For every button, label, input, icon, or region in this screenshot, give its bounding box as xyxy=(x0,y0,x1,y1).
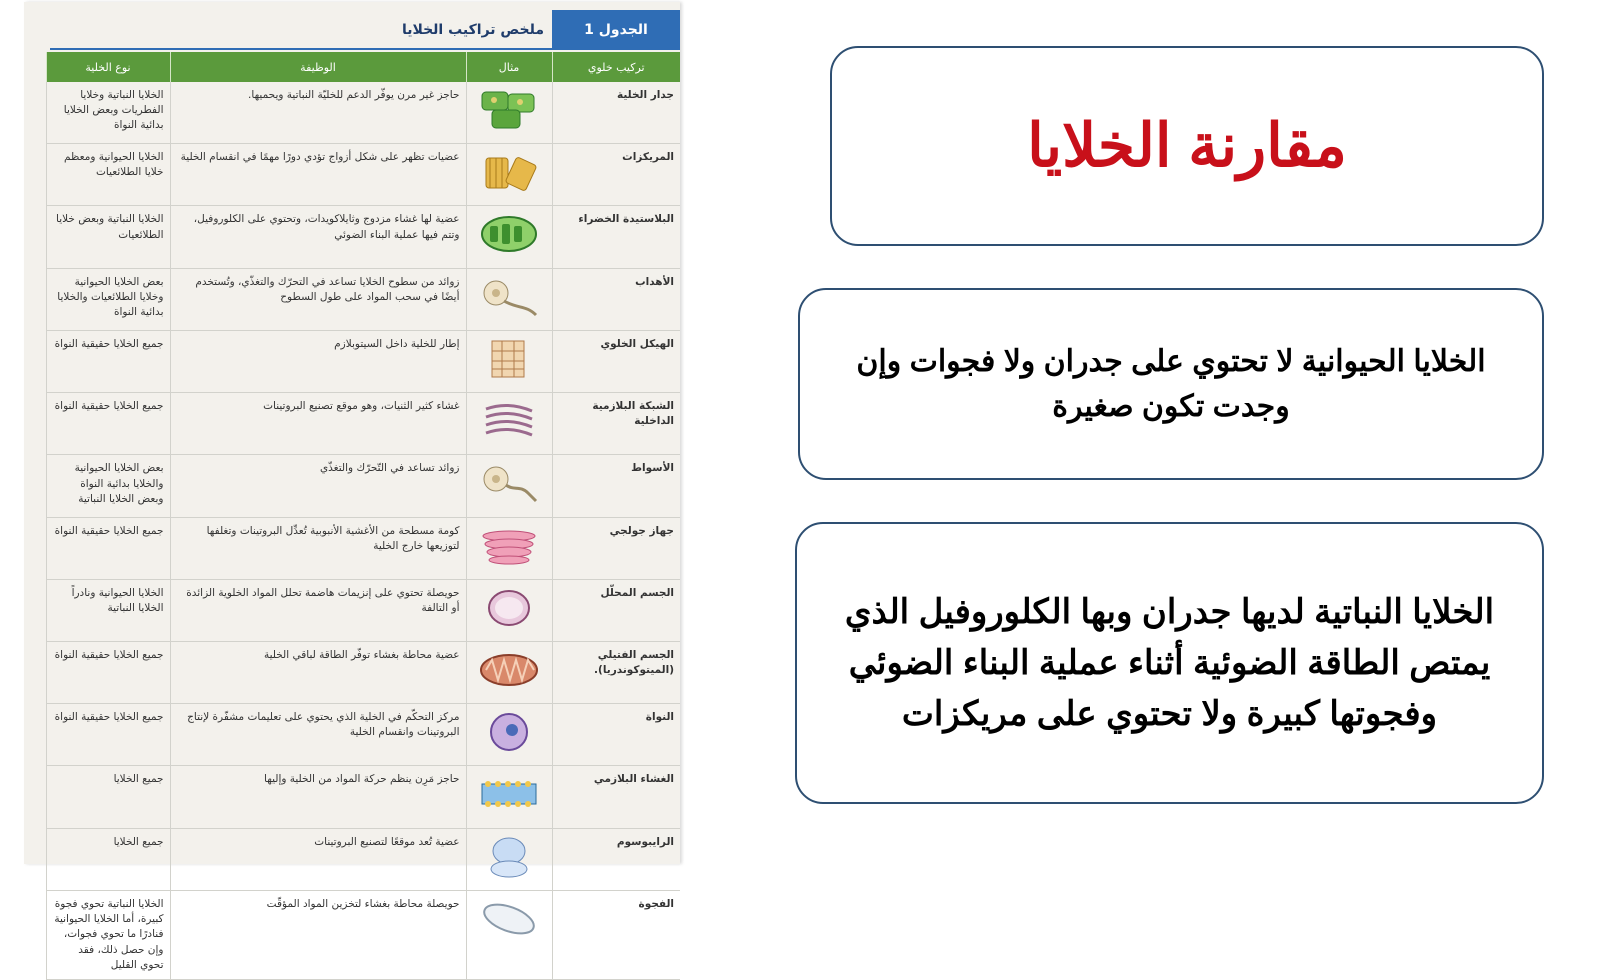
row-structure: الأهداب xyxy=(552,268,680,330)
scanned-table-image xyxy=(24,2,680,971)
table-row xyxy=(46,393,680,455)
table-row xyxy=(46,330,680,392)
row-structure: جهاز جولجي xyxy=(552,517,680,579)
row-cell-type: جميع الخلايا xyxy=(46,766,170,828)
row-cell-type: بعض الخلايا الحيوانية وخلايا الطلائعيات والخلايا بدائية النواة xyxy=(46,268,170,330)
row-function: حاجز مَرِن ينظم حركة المواد من الخلية وإليها xyxy=(170,766,466,828)
centrioles-icon xyxy=(478,150,540,199)
mitochondria-icon xyxy=(478,648,540,697)
flagella-icon xyxy=(478,461,540,510)
row-cell-type: الخلايا الحيوانية ونادراً الخلايا النباتية xyxy=(46,579,170,641)
header-example: مثال xyxy=(466,52,552,82)
row-cell-type: الخلايا النباتية وبعض خلايا الطلائعيات xyxy=(46,206,170,268)
row-cell-type: جميع الخلايا حقيقية النواة xyxy=(46,330,170,392)
table-row xyxy=(46,766,680,828)
row-structure: الجسم الفتيلي (الميتوكوندريا). xyxy=(552,641,680,703)
row-cell-type: جميع الخلايا حقيقية النواة xyxy=(46,704,170,766)
row-structure: البلاستيدة الخضراء xyxy=(552,206,680,268)
row-function: حويصلة محاطة بغشاء لتخزين المواد المؤقّت xyxy=(170,890,466,979)
row-structure: النواة xyxy=(552,704,680,766)
row-cell-type: جميع الخلايا xyxy=(46,828,170,890)
row-structure: الأسواط xyxy=(552,455,680,517)
row-function: إطار للخلية داخل السيتوبلازم xyxy=(170,330,466,392)
table-row xyxy=(46,704,680,766)
row-cell-type: جميع الخلايا حقيقية النواة xyxy=(46,517,170,579)
cilia-icon xyxy=(478,275,540,324)
row-function: زوائد من سطوح الخلايا تساعد في التحرّك والتغذّي، وتُستخدم أيضًا في سحب المواد على طول السطوح xyxy=(170,268,466,330)
table-row xyxy=(46,268,680,330)
row-cell-type: الخلايا الحيوانية ومعظم خلايا الطلائعيات xyxy=(46,144,170,206)
row-structure: المريكزات xyxy=(552,144,680,206)
vacuole-icon xyxy=(478,897,540,946)
row-function: عضية لها غشاء مزدوج وثايلاكويدات، وتحتوي على الكلوروفيل، وتتم فيها عملية البناء الضوئي xyxy=(170,206,466,268)
row-structure: الغشاء البلازمي xyxy=(552,766,680,828)
slide-title-box xyxy=(830,46,1544,246)
ribosome-icon xyxy=(478,835,540,884)
row-cell-type: بعض الخلايا الحيوانية والخلايا بدائية النواة وبعض الخلايا النباتية xyxy=(46,455,170,517)
cell-structures-table xyxy=(46,52,681,980)
table-label: الجدول 1 xyxy=(552,10,680,50)
animal-cell-fact: الخلايا الحيوانية لا تحتوي على جدران ولا فجوات وإن وجدت تكون صغيرة xyxy=(856,345,1486,423)
row-cell-type: الخلايا النباتية وخلايا الفطريات وبعض الخلايا بدائية النواة xyxy=(46,82,170,144)
row-function: حاجز غير مرن يوفّر الدعم للخليّة النباتية ويحميها. xyxy=(170,82,466,144)
row-function: عضية محاطة بغشاء توفّر الطاقة لباقي الخلية xyxy=(170,641,466,703)
table-row xyxy=(46,144,680,206)
row-structure: جدار الخلية xyxy=(552,82,680,144)
row-function: حويصلة تحتوي على إنزيمات هاضمة تحلل المواد الخلوية الزائدة أو التالفة xyxy=(170,579,466,641)
table-row xyxy=(46,828,680,890)
table-row xyxy=(46,82,680,144)
golgi-icon xyxy=(478,524,540,573)
table-header-bar xyxy=(50,10,680,50)
slide-title: مقارنة الخلايا xyxy=(1027,112,1347,179)
membrane-icon xyxy=(478,772,540,821)
table-row xyxy=(46,455,680,517)
row-cell-type: الخلايا النباتية تحوي فجوة كبيرة، أما الخلايا الحيوانية فنادرًا ما تحوي فجوات، وإن حصل ذلك، فقد تحوي القليل xyxy=(46,890,170,979)
table-row xyxy=(46,579,680,641)
table-title: ملخص تراكيب الخلايا xyxy=(401,22,544,38)
header-function: الوظيفة xyxy=(170,52,466,82)
table-title-underline xyxy=(50,48,552,50)
table-row xyxy=(46,517,680,579)
chloroplast-icon xyxy=(478,212,540,261)
row-function: زوائد تساعد في التّحرّك والتغذّي xyxy=(170,455,466,517)
header-cell-type: نوع الخلية xyxy=(46,52,170,82)
row-function: عضيات تظهر على شكل أزواج تؤدي دورًا مهمًا في انقسام الخلية xyxy=(170,144,466,206)
plant-cell-fact-box xyxy=(795,522,1544,804)
table-row xyxy=(46,890,680,979)
row-function: غشاء كثير الثنيات، وهو موقع تصنيع البروتينات xyxy=(170,393,466,455)
table-header-row xyxy=(46,52,680,82)
row-structure: الشبكة البلازمية الداخلية xyxy=(552,393,680,455)
header-structure: تركيب خلوي xyxy=(552,52,680,82)
row-function: كومة مسطحة من الأغشية الأنبوبية تُعدِّل البروتينات وتغلفها لتوزيعها خارج الخلية xyxy=(170,517,466,579)
table-row xyxy=(46,641,680,703)
table-row xyxy=(46,206,680,268)
plant-cell-fact: الخلايا النباتية لديها جدران وبها الكلوروفيل الذي يمتص الطاقة الضوئية أثناء عملية البناء الضوئي وفجوتها كبيرة ولا تحتوي على مريكزات xyxy=(844,592,1495,733)
row-structure: الهيكل الخلوي xyxy=(552,330,680,392)
cytoskeleton-icon xyxy=(478,337,540,386)
row-function: عضية تُعد موقعًا لتصنيع البروتينات xyxy=(170,828,466,890)
nucleus-icon xyxy=(478,710,540,759)
er-icon xyxy=(478,399,540,448)
cell-wall-icon xyxy=(478,88,540,137)
row-function: مركز التحكّم في الخلية الذي يحتوي على تعليمات مشفّرة لإنتاج البروتينات وانقسام الخلية xyxy=(170,704,466,766)
animal-cell-fact-box xyxy=(798,288,1544,480)
lysosome-icon xyxy=(478,586,540,635)
row-structure: الفجوة xyxy=(552,890,680,979)
row-cell-type: جميع الخلايا حقيقية النواة xyxy=(46,641,170,703)
row-structure: الجسم المحلّل xyxy=(552,579,680,641)
row-cell-type: جميع الخلايا حقيقية النواة xyxy=(46,393,170,455)
row-structure: الرايبوسوم xyxy=(552,828,680,890)
